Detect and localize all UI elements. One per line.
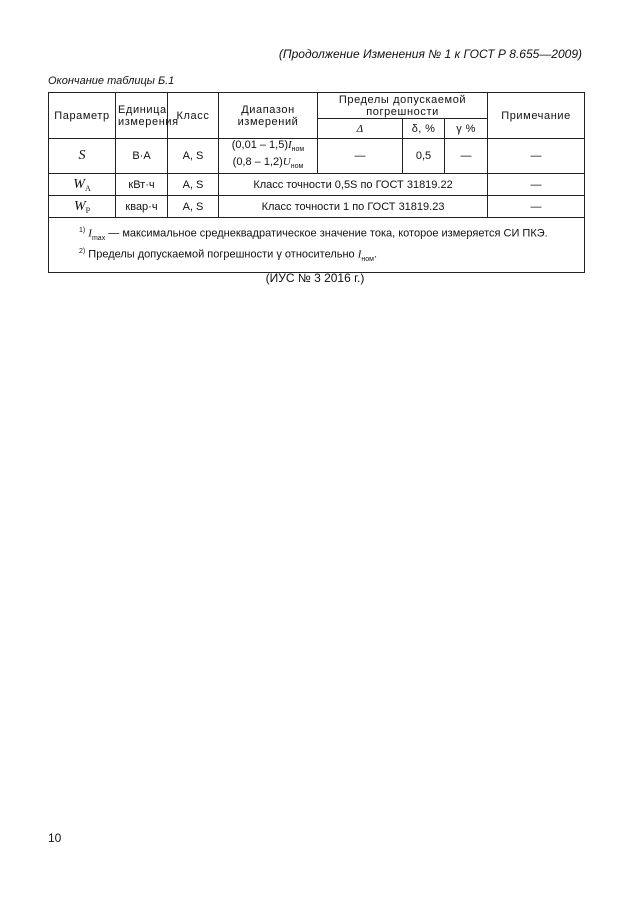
footnotes (49, 218, 585, 273)
header-range: Диапазон измерений (219, 93, 318, 139)
footnote-1-text: — максимальное среднеквадратическое значение тока, которое измеряется СИ ПКЭ. (105, 228, 548, 241)
footnote-1 (79, 224, 584, 245)
ius-reference: (ИУС № 3 2016 г.) (265, 271, 365, 285)
row-wa-class: А, S (168, 174, 219, 196)
param-symbol: W (73, 176, 85, 192)
row-s-delta-rel: 0,5 (403, 139, 445, 174)
footnote-2-end: . (373, 248, 378, 261)
page-number: 10 (48, 831, 62, 845)
row-wa-accuracy: Класс точности 0,5S по ГОСТ 31819.22 (219, 174, 488, 196)
header-note: Примечание (488, 93, 585, 139)
table-title: Окончание таблицы Б.1 (48, 75, 175, 87)
header-class: Класс (168, 93, 219, 139)
footnote-2-text: Пределы допускаемой погрешности γ относительно (85, 248, 358, 261)
footnote-2-mark: 2) (79, 248, 86, 256)
range-line1-sub: ном (291, 146, 305, 154)
header-delta-rel: δ, % (403, 119, 445, 139)
param-subscript: A (84, 183, 91, 193)
row-wa-unit: кВт·ч (116, 174, 168, 196)
row-s-param (49, 139, 116, 174)
range-line2-sub: ном (290, 163, 304, 171)
row-wp-class: А, S (168, 196, 219, 218)
param-subscript: P (85, 205, 91, 215)
footnote-2-var: I (357, 248, 362, 261)
range-line2-var: U (282, 156, 291, 169)
param-symbol: W (73, 198, 86, 214)
param-symbol: S (78, 148, 86, 164)
footnotes-row (49, 218, 585, 273)
row-s-delta-abs: — (318, 139, 403, 174)
row-s-range (219, 139, 318, 174)
footnote-1-mark: 1) (79, 227, 86, 235)
row-wp-param (49, 196, 116, 218)
range-line2-prefix: (0,8 – 1,2) (232, 156, 283, 169)
continuation-header: (Продолжение Изменения № 1 к ГОСТ Р 8.655—2009) (278, 47, 582, 61)
footnote-2-sub: ном (361, 256, 374, 264)
table-row (49, 139, 585, 174)
footnote-1-var: I (88, 228, 92, 241)
row-wa-param (49, 174, 116, 196)
row-wp-unit: квар·ч (116, 196, 168, 218)
table-row (49, 196, 585, 218)
header-limits: Пределы допускаемой погрешности (318, 93, 488, 119)
header-gamma: γ % (445, 119, 488, 139)
row-wp-accuracy: Класс точности 1 по ГОСТ 31819.23 (219, 196, 488, 218)
range-line1-var: I (288, 139, 292, 151)
row-s-note: — (488, 139, 585, 174)
row-s-unit: В·А (116, 139, 168, 174)
footnote-2 (79, 245, 584, 266)
footnote-1-sub: max (91, 235, 106, 243)
row-wa-note: — (488, 174, 585, 196)
range-line1-prefix: (0,01 – 1,5) (231, 139, 288, 151)
header-param: Параметр (49, 93, 116, 139)
row-wp-note: — (488, 196, 585, 218)
parameters-table (48, 92, 585, 273)
row-s-gamma: — (445, 139, 488, 174)
table-row (49, 174, 585, 196)
row-s-class: А, S (168, 139, 219, 174)
header-unit: Единица измерения (116, 93, 168, 139)
header-delta-abs: Δ (318, 119, 403, 139)
